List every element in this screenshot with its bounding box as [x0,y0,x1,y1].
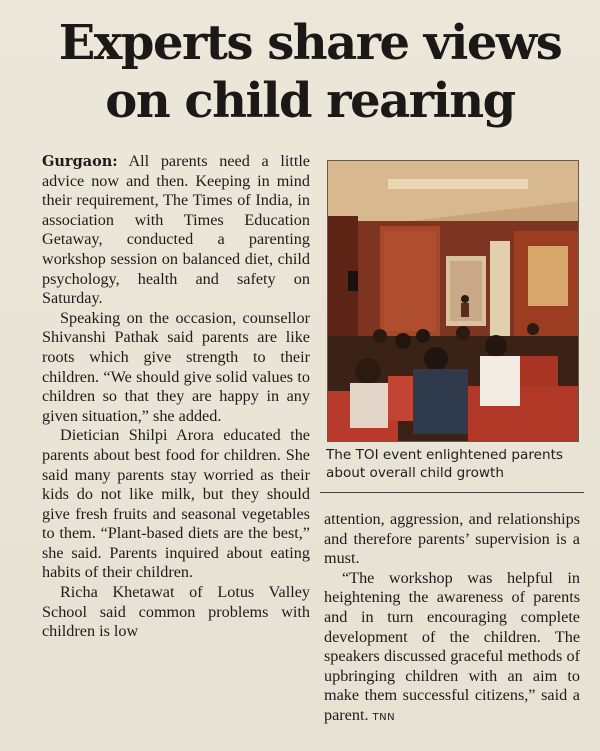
paragraph-5-text: “The workshop was helpful in heightening the awareness of parents and in turn encouraging complete development of the children. The speakers discussed graceful methods of upbringing children with an aim to make them successful citizens,” said a parent. [324,568,580,724]
article-column-left [42,152,310,642]
paragraph-3: Dietician Shilpi Arora educated the parents about best food for children. She said many parents stay worried as their kids do not like milk, but they should give fresh fruits and seasonal vegetables to them. “Plant-based diets are the best,” she said. Parents inquired about eating habits of their children. [42,426,310,582]
article-column-right [324,510,580,728]
paragraph-1 [42,152,310,309]
caption-divider [320,492,584,493]
paragraph-1-text: All parents need a little advice now and then. Keeping in mind their requirement, The Times of India, in association with Times Education Getaway, conducted a parenting workshop session on balanced diet, child psychology, health and safety on Saturday. [42,152,310,308]
headline-line-2: on child rearing [105,73,515,129]
paragraph-5 [324,569,580,728]
dateline: Gurgaon: [42,153,118,170]
paragraph-4: Richa Khetawat of Lotus Valley School said common problems with children is low [42,583,310,641]
headline-line-1: Experts share views [58,15,562,71]
event-photo [327,160,579,442]
paragraph-4-continued: attention, aggression, and relationships and therefore parents’ supervision is a must. [324,510,580,568]
signoff: TNN [372,711,396,723]
headline [30,14,590,130]
photo-caption: The TOI event enlightened parents about overall child growth [326,447,564,481]
event-photo-illustration [328,161,578,441]
paragraph-2: Speaking on the occasion, counsellor Shivanshi Pathak said parents are like roots which give strength to their children. “We should give solid values to children so that they are happy in any given situation,” she added. [42,308,310,425]
